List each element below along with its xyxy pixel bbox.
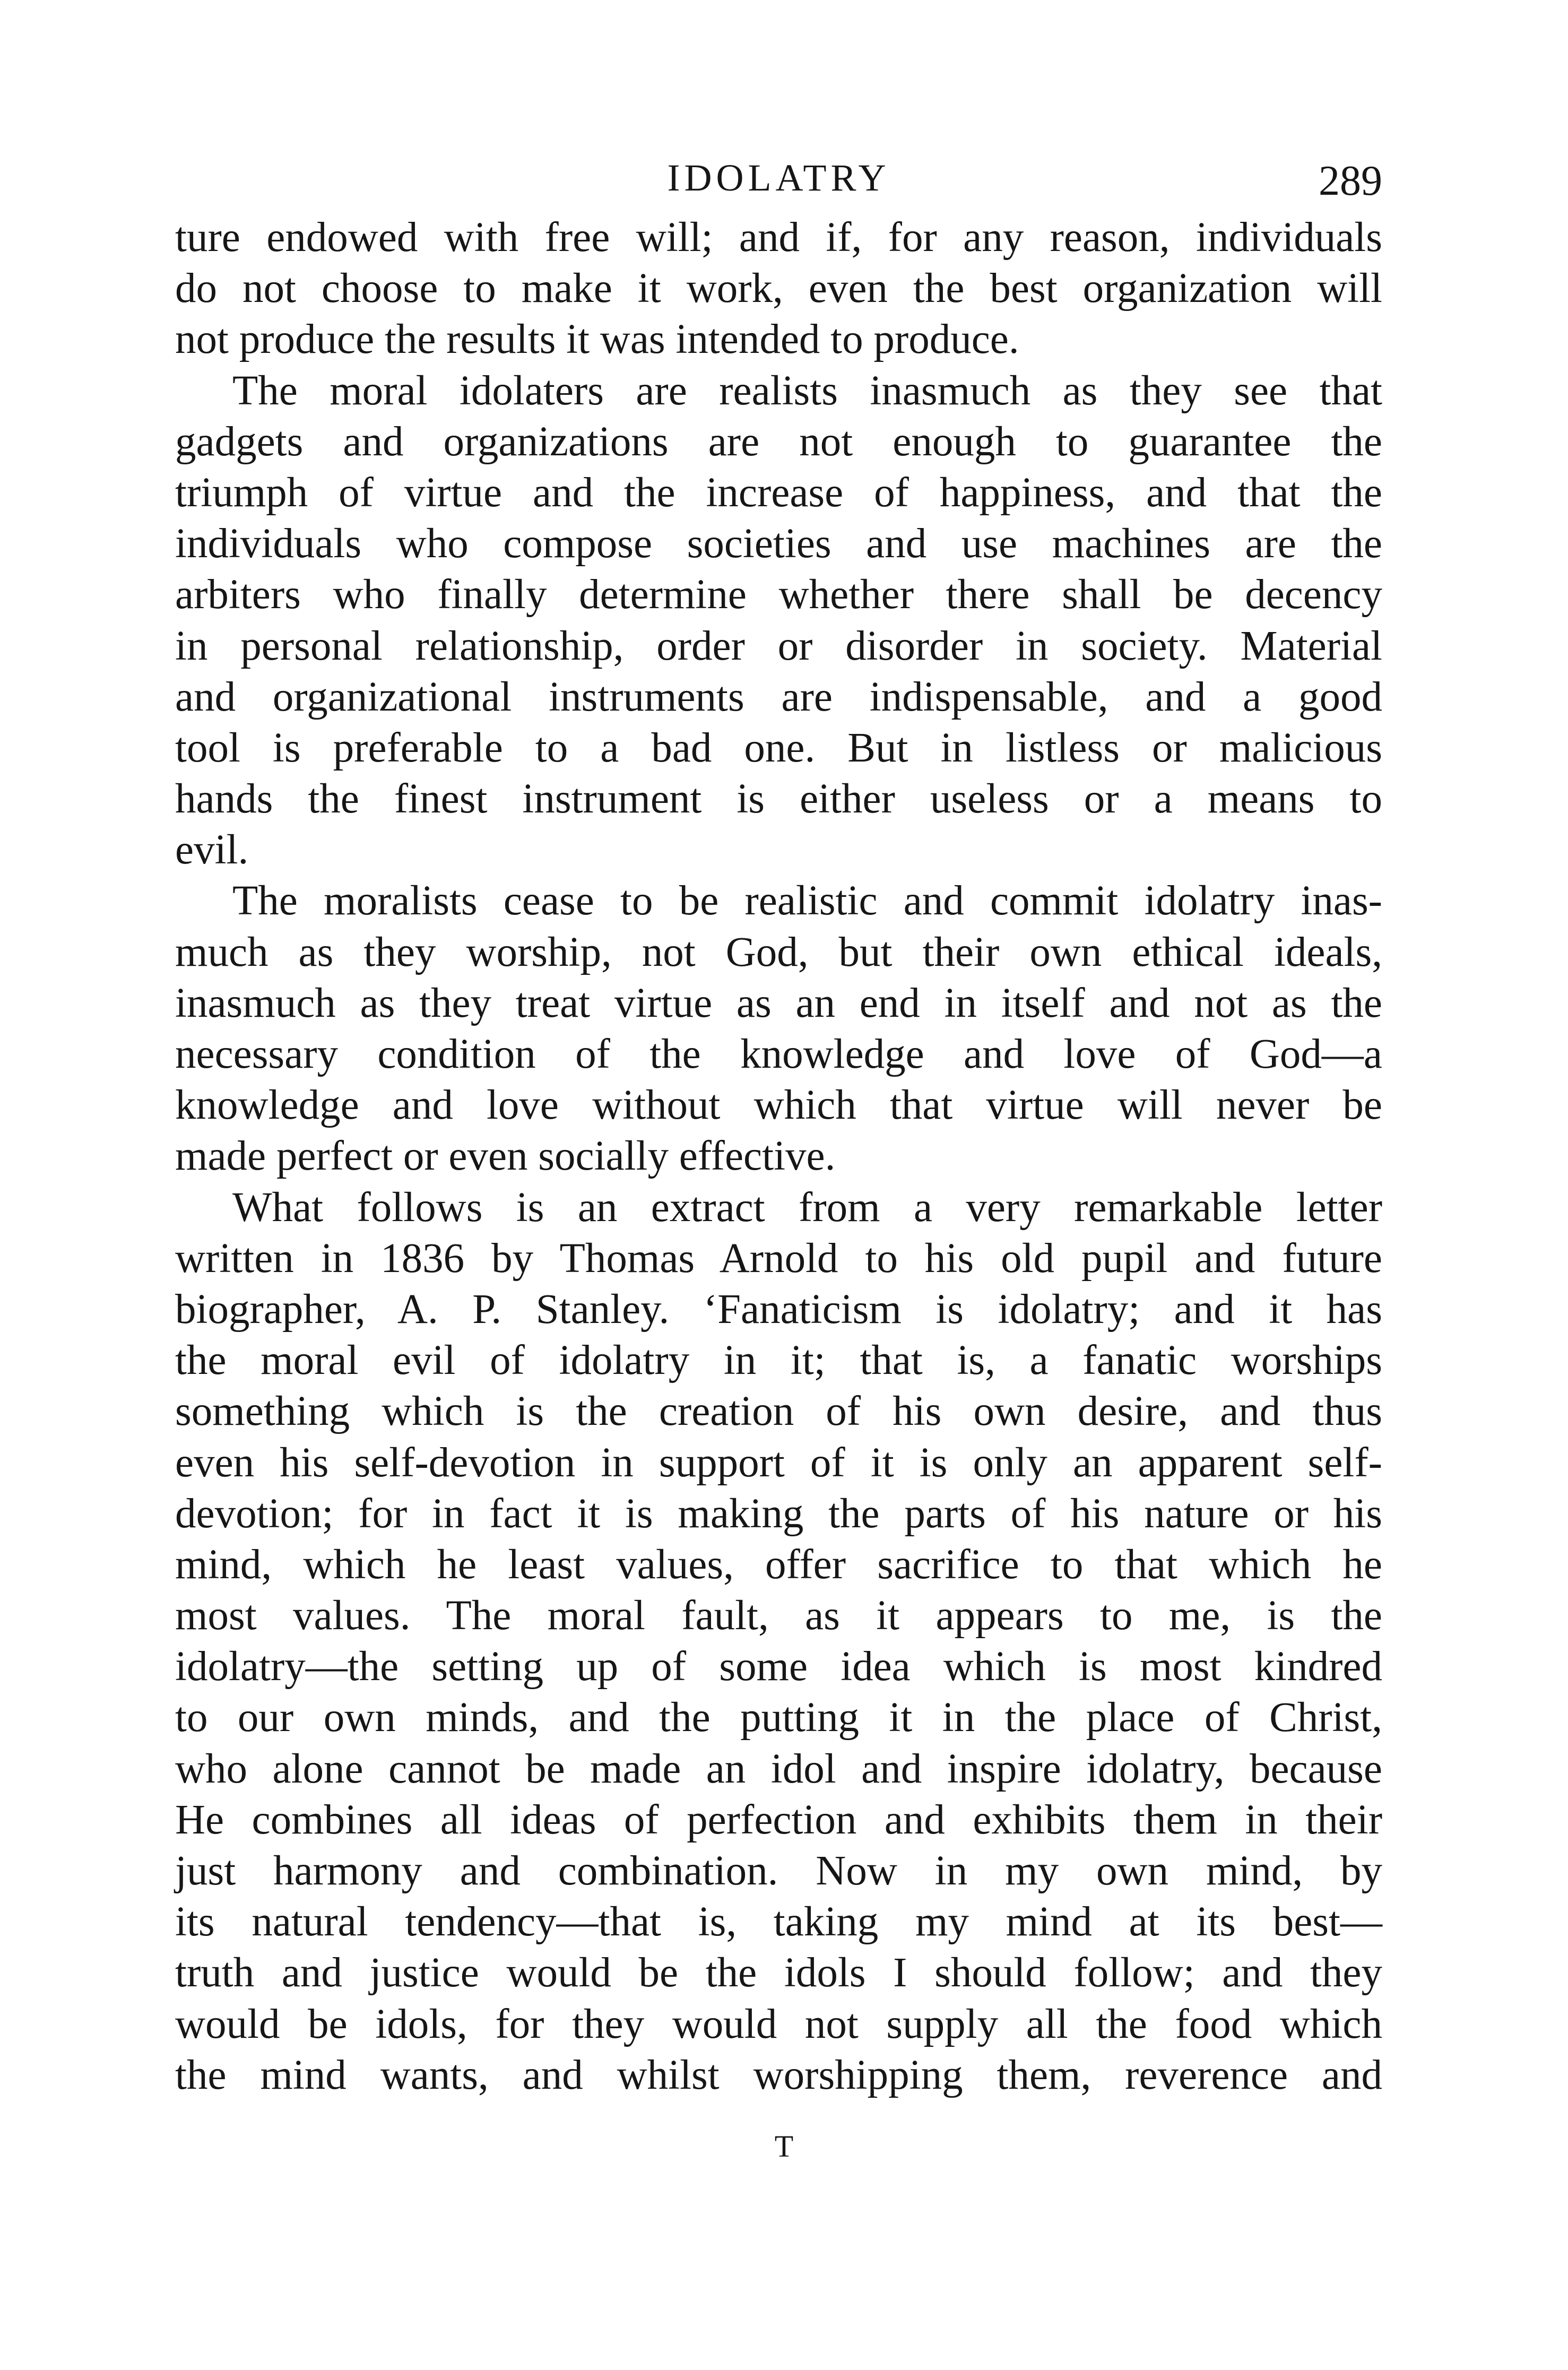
text-line: much as they worship, not God, but their own ethical ideals, bbox=[175, 929, 1382, 975]
text-line: necessary condition of the knowledge and love of God—a bbox=[175, 1031, 1382, 1077]
text-line: arbiters who finally determine whether there shall be decency bbox=[175, 572, 1382, 618]
text-line: the moral evil of idolatry in it; that is, a fanatic worships bbox=[175, 1337, 1382, 1384]
text-line: do not choose to make it work, even the best organization will bbox=[175, 265, 1382, 312]
page-number: 289 bbox=[1319, 158, 1382, 204]
text-line: evil. bbox=[175, 827, 249, 873]
text-line: and organizational instruments are indispensable, and a good bbox=[175, 673, 1382, 720]
text-line: most values. The moral fault, as it appears to me, is the bbox=[175, 1593, 1382, 1639]
text-line: gadgets and organizations are not enough to guarantee the bbox=[175, 418, 1382, 465]
text-line: made perfect or even socially effective. bbox=[175, 1133, 836, 1180]
text-line: to our own minds, and the putting it in the place of Christ, bbox=[175, 1694, 1382, 1741]
text-line: What follows is an extract from a very remarkable letter bbox=[232, 1184, 1382, 1231]
text-line: inasmuch as they treat virtue as an end in itself and not as the bbox=[175, 980, 1382, 1026]
text-line: even his self-devotion in support of it is only an apparent self- bbox=[175, 1439, 1382, 1486]
text-line: biographer, A. P. Stanley. ‘Fanaticism is idolatry; and it has bbox=[175, 1286, 1382, 1333]
text-line: its natural tendency—that is, taking my mind at its best— bbox=[175, 1899, 1382, 1945]
text-line: individuals who compose societies and use machines are the bbox=[175, 521, 1382, 567]
text-line: knowledge and love without which that virtue will never be bbox=[175, 1082, 1382, 1129]
text-line: mind, which he least values, offer sacrifice to that which he bbox=[175, 1541, 1382, 1588]
text-line: The moral idolaters are realists inasmuch as they see that bbox=[232, 367, 1382, 414]
text-line: in personal relationship, order or disorder in society. Material bbox=[175, 622, 1382, 669]
running-head bbox=[175, 151, 1382, 204]
text-line: He combines all ideas of perfection and exhibits them in their bbox=[175, 1796, 1382, 1843]
text-line: hands the finest instrument is either useless or a means to bbox=[175, 776, 1382, 823]
text-line: ture endowed with free will; and if, for any reason, individuals bbox=[175, 214, 1382, 261]
body-text bbox=[175, 212, 1382, 2101]
text-line: written in 1836 by Thomas Arnold to his old pupil and future bbox=[175, 1235, 1382, 1282]
text-line: triumph of virtue and the increase of happiness, and that the bbox=[175, 469, 1382, 516]
text-line: truth and justice would be the idols I should follow; and they bbox=[175, 1950, 1382, 1996]
signature-mark: T bbox=[774, 2129, 794, 2164]
text-line: The moralists cease to be realistic and commit idolatry inas- bbox=[232, 878, 1382, 924]
text-line: the mind wants, and whilst worshipping them, reverence and bbox=[175, 2052, 1382, 2098]
text-line: not produce the results it was intended to produce. bbox=[175, 316, 1019, 363]
text-line: just harmony and combination. Now in my own mind, by bbox=[175, 1848, 1382, 1894]
text-line: who alone cannot be made an idol and inspire idolatry, because bbox=[175, 1745, 1382, 1792]
text-line: devotion; for in fact it is making the parts of his nature or his bbox=[175, 1490, 1382, 1537]
running-title: IDOLATRY bbox=[667, 157, 890, 199]
text-line: would be idols, for they would not supply all the food which bbox=[175, 2001, 1382, 2047]
text-line: idolatry—the setting up of some idea which is most kindred bbox=[175, 1644, 1382, 1690]
text-line: tool is preferable to a bad one. But in listless or malicious bbox=[175, 724, 1382, 771]
text-line: something which is the creation of his own desire, and thus bbox=[175, 1388, 1382, 1435]
